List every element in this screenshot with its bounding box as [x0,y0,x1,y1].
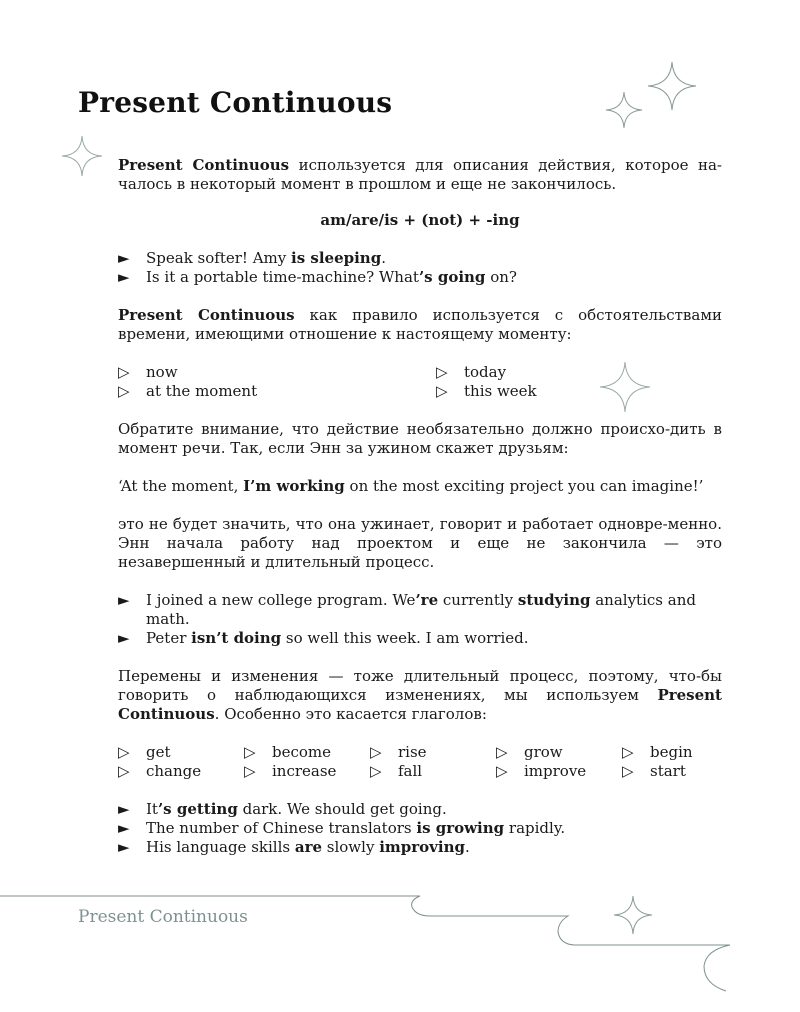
verb: ▷ increase [244,762,337,780]
list-item: ► The number of Chinese translators is growing rapidly. [118,819,566,837]
intro-text: используется для описания действия, которое на-чалось в некоторый момент в прошлом и еще не закончилось. [118,156,722,193]
list-item: ► Speak softer! Amy is sleeping. [118,249,386,267]
bullet-icon: ► [118,268,130,286]
list-item: ► His language skills are slowly improving. [118,838,470,856]
triangle-icon: ▷ [496,743,508,761]
verb: ▷ begin [622,743,693,761]
list-item: ► It’s getting dark. We should get going. [118,800,447,818]
bullet-icon: ► [118,800,130,818]
triangle-icon: ▷ [370,743,382,761]
sparkle-icon [648,62,696,110]
triangle-icon: ▷ [622,743,634,761]
triangle-icon: ▷ [118,762,130,780]
triangle-icon: ▷ [118,382,130,400]
bullet-icon: ► [118,819,130,837]
formula: am/are/is + (not) + -ing [320,211,520,229]
triangle-icon: ▷ [118,363,130,381]
bullet-icon: ► [118,838,130,856]
list-item: ► Is it a portable time-machine? What’s going on? [118,268,517,286]
verb: ▷ change [118,762,202,780]
time-words-grid [118,363,722,401]
verb: ▷ get [118,743,171,761]
triangle-icon: ▷ [436,363,448,381]
verb: ▷ improve [496,762,587,780]
time-word: ▷ this week [436,382,537,400]
para2-text: как правило используется с обстоятельствами времени, имеющими отношение к настоящему моменту: [118,306,722,343]
paragraph-4: это не будет значить, что она ужинает, говорит и работает одновре-менно. Энн начала работу над проектом и еще не закончила — это незавершенный и длительный процесс. [118,515,722,571]
bullet-icon: ► [118,629,130,647]
triangle-icon: ▷ [436,382,448,400]
paragraph-5: Перемены и изменения — тоже длительный процесс, поэтому, что-бы говорить о наблюдающихся изменениях, мы используем Present Continuous. Особенно это касается глаголов: [118,667,722,723]
sparkle-icon [62,136,102,176]
list-item: ► Peter isn’t doing so well this week. I am worried. [118,629,529,647]
bullet-icon: ► [118,249,130,267]
verb: ▷ become [244,743,332,761]
verb: ▷ fall [370,762,423,780]
examples-list-1 [118,249,722,287]
content [118,156,722,857]
list-item: ► I joined a new college program. We’re currently studying analytics and math. [118,591,696,628]
intro-paragraph [118,156,722,194]
examples-list-3 [118,800,722,857]
footer-section-title: Present Continuous [78,907,248,927]
time-word: ▷ now [118,363,178,381]
quote: ‘At the moment, I’m working on the most exciting project you can imagine!’ [118,477,704,495]
verb: ▷ grow [496,743,563,761]
time-word: ▷ today [436,363,507,381]
para2-term: Present Continuous [118,306,295,324]
page-title: Present Continuous [78,86,393,119]
triangle-icon: ▷ [370,762,382,780]
triangle-icon: ▷ [118,743,130,761]
time-word: ▷ at the moment [118,382,258,400]
triangle-icon: ▷ [496,762,508,780]
paragraph-2 [118,306,722,344]
verbs-grid [118,743,722,781]
triangle-icon: ▷ [622,762,634,780]
paragraph-3: Обратите внимание, что действие необязательно должно происхо-дить в момент речи. Так, если Энн за ужином скажет друзьям: [118,420,722,457]
verb: ▷ rise [370,743,427,761]
triangle-icon: ▷ [244,762,256,780]
examples-list-2 [118,591,722,648]
triangle-icon: ▷ [244,743,256,761]
intro-term: Present Continuous [118,156,290,174]
verb: ▷ start [622,762,686,780]
bullet-icon: ► [118,591,130,609]
sparkle-icon [606,92,642,128]
